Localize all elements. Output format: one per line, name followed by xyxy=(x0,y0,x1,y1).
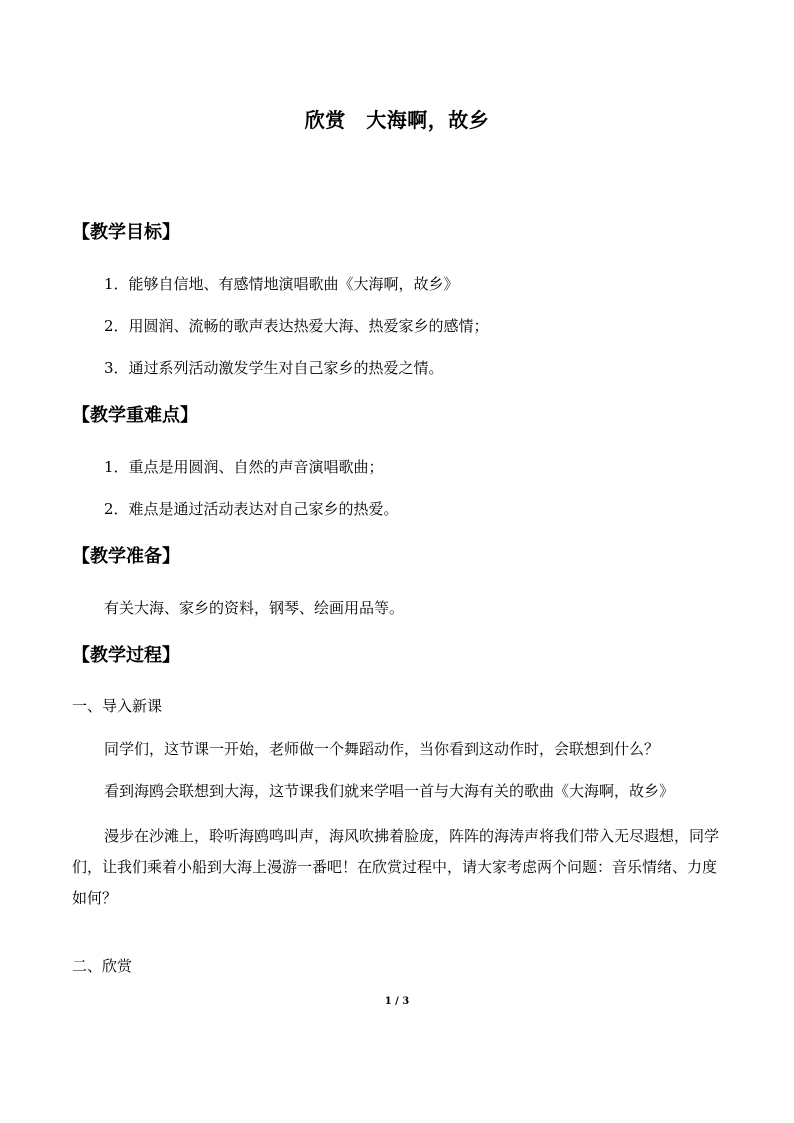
page-number: 1 / 3 xyxy=(384,996,410,1007)
process-part2-title: 二、欣赏 xyxy=(72,957,133,975)
objective-item-1: 1．能够自信地、有感情地演唱歌曲《大海啊，故乡》 xyxy=(104,275,459,293)
preparation-heading: 【教学准备】 xyxy=(72,546,180,567)
process-part1-title: 一、导入新课 xyxy=(72,697,163,715)
key-points-heading: 【教学重难点】 xyxy=(72,405,198,426)
page-title: 欣赏 大海啊，故乡 xyxy=(304,108,490,132)
key-point-item-2: 2．难点是通过活动表达对自己家乡的热爱。 xyxy=(104,500,399,518)
process-part1-paragraph-2: 看到海鸥会联想到大海，这节课我们就来学唱一首与大海有关的歌曲《大海啊，故乡》 xyxy=(104,782,675,800)
key-point-item-1: 1．重点是用圆润、自然的声音演唱歌曲； xyxy=(104,458,384,476)
objective-item-2: 2．用圆润、流畅的歌声表达热爱大海、热爱家乡的感情； xyxy=(104,317,489,335)
objectives-heading: 【教学目标】 xyxy=(72,222,180,243)
process-part1-long-paragraph: 漫步在沙滩上，聆听海鸥鸣叫声，海风吹拂着脸庞，阵阵的海涛声将我们带入无尽遐想，同学们，让我们乘着小船到大海上漫游一番吧！在欣赏过程中，请大家考虑两个问题：音乐情绪、力度如何？ xyxy=(72,827,720,907)
objective-item-3: 3．通过系列活动激发学生对自己家乡的热爱之情。 xyxy=(104,359,444,377)
preparation-text: 有关大海、家乡的资料，钢琴、绘画用品等。 xyxy=(104,599,405,617)
process-part1-paragraph-1: 同学们，这节课一开始，老师做一个舞蹈动作，当你看到这动作时，会联想到什么？ xyxy=(104,740,660,758)
process-heading: 【教学过程】 xyxy=(72,645,180,666)
